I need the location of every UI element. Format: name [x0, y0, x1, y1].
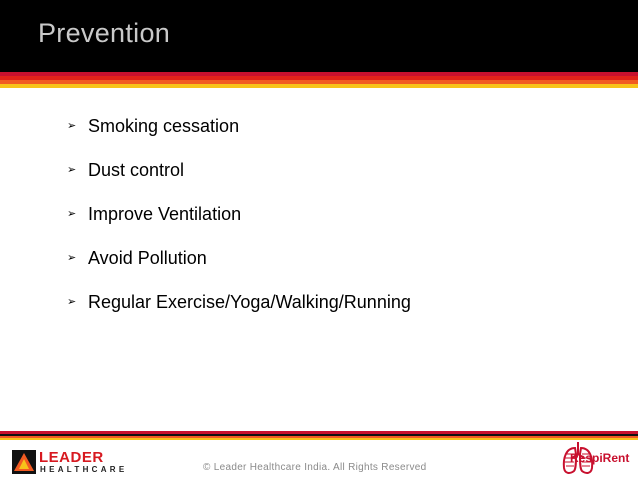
company-name: LEADER: [39, 449, 104, 466]
bullet-list: [67, 114, 411, 334]
leader-healthcare-logo: [12, 449, 130, 475]
bullet-text: Smoking cessation: [88, 115, 240, 136]
slide-title: Prevention: [38, 18, 171, 48]
copyright-text: © Leader Healthcare India. All Rights Reserved: [203, 462, 427, 473]
title-bar: [0, 0, 638, 72]
bullet-text: Improve Ventilation: [88, 203, 242, 224]
list-item: [67, 246, 411, 270]
bullet-text: Regular Exercise/Yoga/Walking/Running: [88, 291, 411, 312]
list-item: [67, 158, 411, 182]
bullet-text: Dust control: [88, 159, 185, 180]
partner-logo-text: RespiRent: [570, 451, 630, 465]
header-stripe-yellow: [0, 84, 638, 88]
list-item: [67, 202, 411, 226]
leader-triangle-icon: [12, 450, 36, 474]
arrow-bullet-icon: ➢: [67, 163, 77, 176]
company-sub: HEALTHCARE: [40, 465, 128, 474]
arrow-bullet-icon: ➢: [67, 207, 77, 220]
arrow-bullet-icon: ➢: [67, 295, 77, 308]
list-item: [67, 290, 411, 314]
arrow-bullet-icon: ➢: [67, 251, 77, 264]
arrow-bullet-icon: ➢: [67, 119, 77, 132]
list-item: [67, 114, 411, 138]
bullet-text: Avoid Pollution: [88, 247, 207, 268]
respirent-logo: [556, 440, 636, 476]
footer-stripe-yellow: [0, 438, 638, 440]
